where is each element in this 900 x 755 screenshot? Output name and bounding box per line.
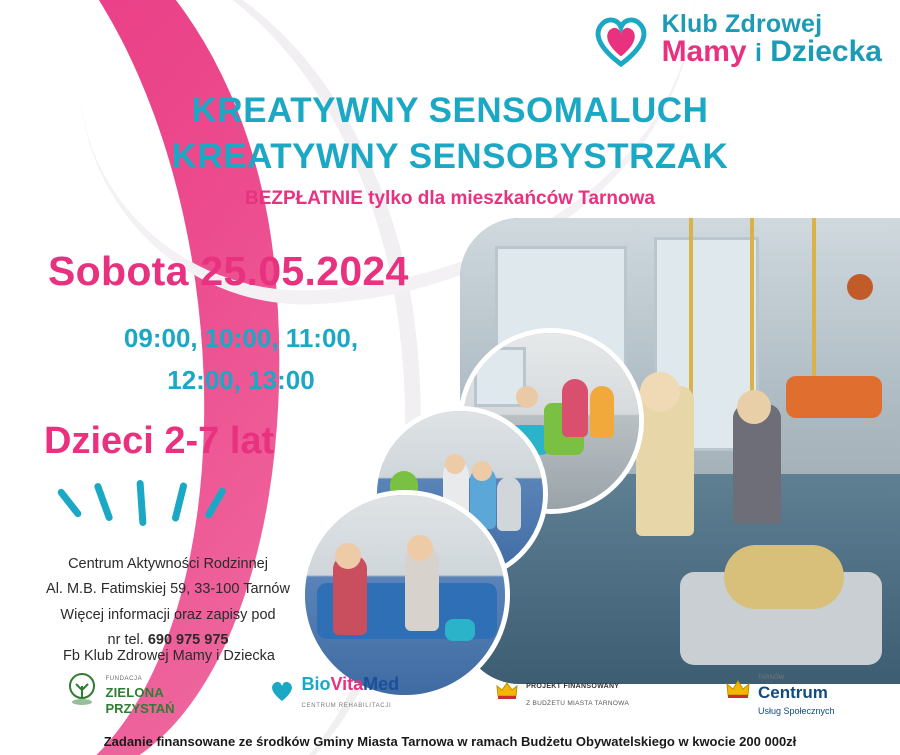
brand-logo [590,10,882,68]
logo-line-2-dziecka: Dziecka [770,34,882,68]
sponsor-1-line-2: PRZYSTAŃ [105,701,175,717]
event-age-range: Dzieci 2-7 lat [44,420,275,462]
page-title-2: KREATYWNY SENSOBYSTRZAK [171,137,729,177]
event-hours-line-1: 09:00, 10:00, 11:00, [123,323,359,353]
sponsor-2-sub: CENTRUM REHABILITACJI [301,702,392,709]
venue-name: Centrum Aktywności Rodzinnej [68,556,268,572]
sponsor-4-top: TARNÓW [758,674,785,681]
sponsor-4-line-1: Centrum [758,682,828,702]
event-date: Sobota 25.05.2024 [48,248,409,294]
event-hours-line-2: 12:00, 13:00 [167,364,315,395]
photo-collage [290,218,900,686]
sponsor-1-top: FUNDACJA [105,675,143,682]
sponsor-4-line-2: Usług Społecznych [758,706,835,717]
facebook-handle: Fb Klub Zdrowej Mamy i Dziecka [63,648,275,664]
funding-note: Zadanie finansowane ze środków Gminy Miasta Tarnowa w ramach Budżetu Obywatelskiego w kwocie 200 000zł [103,734,797,749]
contact-block [18,552,318,654]
tree-icon [65,672,99,713]
sponsor-1-line-1: ZIELONA [105,684,164,700]
heart-icon [269,679,295,708]
logo-line-2-sep: i [754,38,762,67]
venue-address: Al. M.B. Fatimskiej 59, 33-100 Tarnów [46,581,290,598]
page-title-1: KREATYWNY SENSOMALUCH [191,91,709,130]
decorative-rays [60,480,280,540]
signup-info: Więcej informacji oraz zapisy pod [60,606,276,623]
sponsor-zielona-przystan [65,668,174,718]
subtitle: BEZPŁATNIE tylko dla mieszkańców Tarnowa [245,188,655,210]
crown-icon [724,677,752,708]
crown-icon [494,679,520,708]
sponsor-biovitamed [269,675,399,712]
phone-label: nr tel. [107,632,144,649]
logo-line-1: Klub Zdrowej [661,9,823,38]
sponsor-2-part-1: Bio [301,673,331,694]
heart-icon [590,10,652,68]
sponsor-2-part-3: Med [363,673,400,694]
sponsor-projekt-finansowany [494,676,629,710]
sponsor-3-line-2: Z BUDŻETU MIASTA TARNOWA [526,700,630,707]
sponsor-centrum-uslug-spolecznych [724,667,835,719]
sponsor-2-part-2: Vita [330,673,364,694]
logo-line-2-mamy: Mamy [661,34,747,68]
sponsor-bar [0,665,900,721]
title-block [0,88,900,210]
sponsor-3-line-1: PROJEKT FINANSOWANY [526,683,620,691]
phone-number: 690 975 975 [147,632,229,649]
